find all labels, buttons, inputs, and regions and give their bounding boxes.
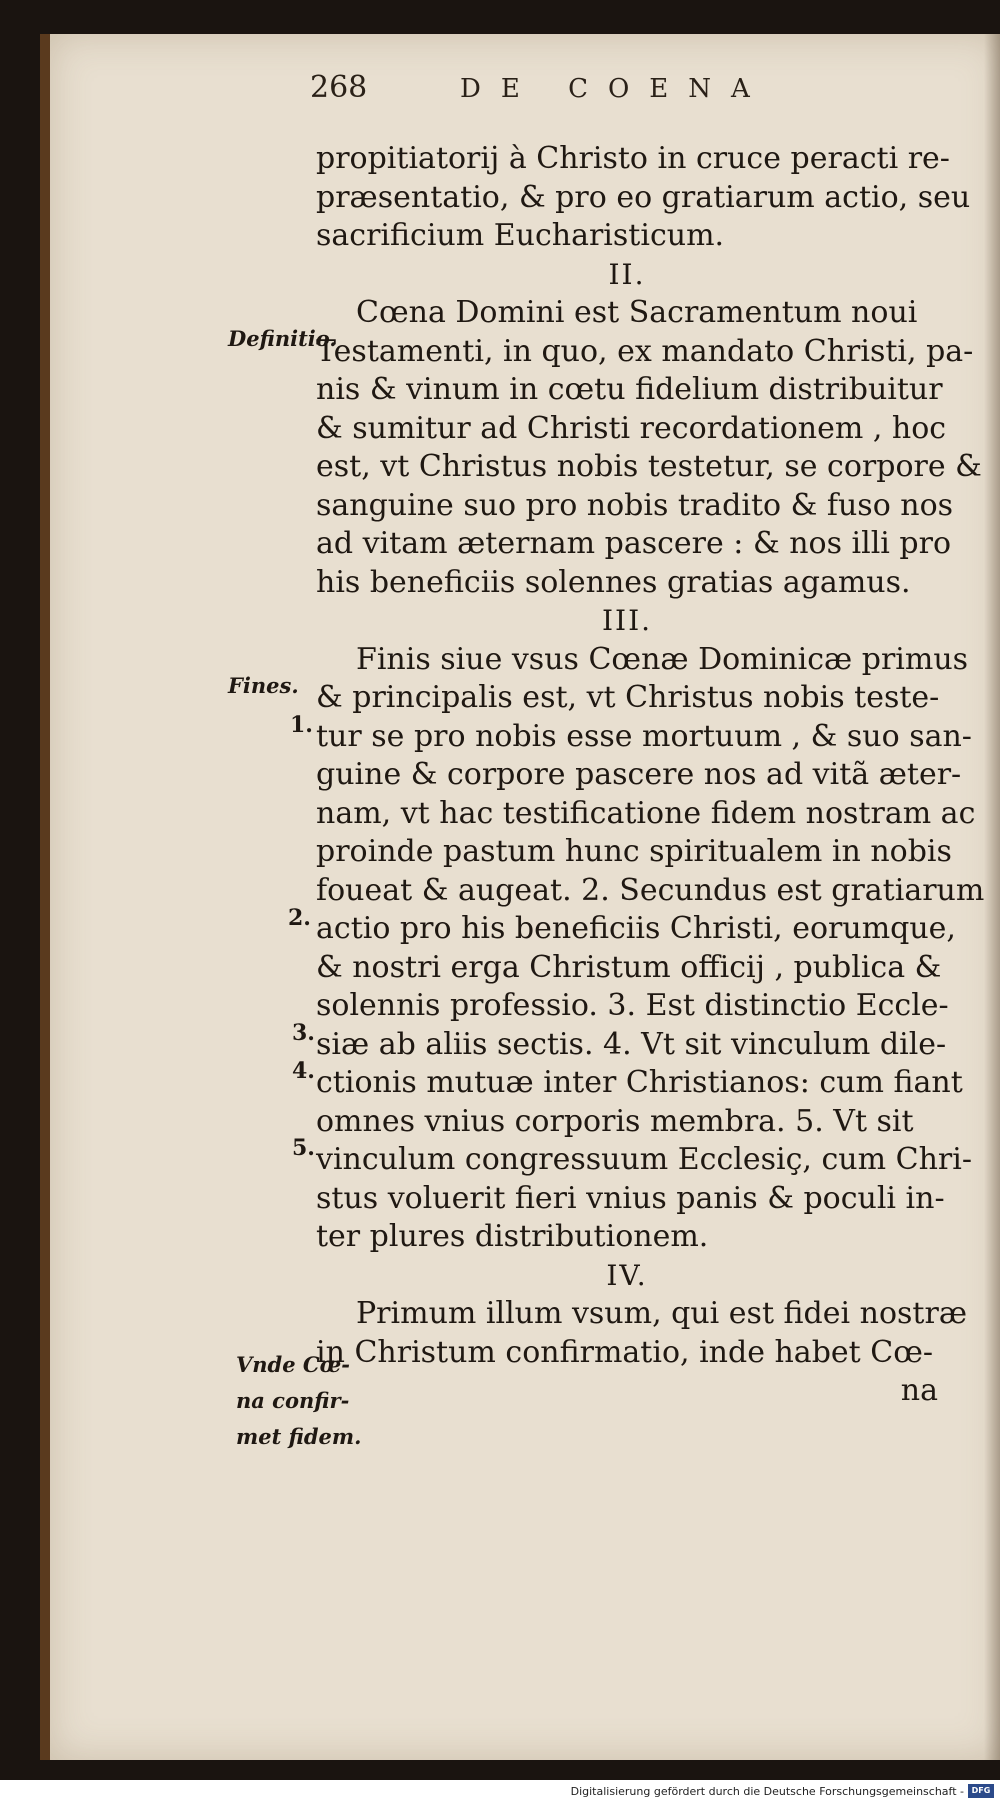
margin-number: 4. [292, 1058, 315, 1084]
margin-note-fines: Fines. [228, 673, 299, 698]
page-edge-shadow [984, 34, 1000, 1760]
page-number: 268 [310, 70, 368, 105]
margin-note-vnde: met fidem. [236, 1424, 362, 1449]
text-line: propitiatorij à Christo in cruce peracti re- [316, 141, 950, 176]
text-line: Testamenti, in quo, ex mandato Christi, pa- [316, 333, 974, 369]
text-line: vinculum congressuum Ecclesiç, cum Chri- [316, 1142, 972, 1177]
catchword: na [900, 1373, 938, 1408]
text-line: solennis professio. 3. Est distinctio Eccle- [316, 988, 949, 1023]
section-number: II. [608, 257, 646, 291]
running-head: DE COENA [460, 74, 770, 104]
text-line: ctionis mutuæ inter Christianos: cum fiant [316, 1065, 963, 1100]
section-number: IV. [606, 1258, 648, 1292]
text-line: ter plures distributionem. [316, 1219, 709, 1254]
footer-bar [0, 1780, 1000, 1803]
margin-number: 5. [292, 1135, 315, 1161]
text-line: nam, vt hac testificatione fidem nostram ac [316, 795, 976, 831]
text-line: stus voluerit fieri vnius panis & poculi in- [316, 1180, 945, 1216]
section-number: III. [601, 604, 653, 637]
text-line: proinde pastum hunc spiritualem in nobis [316, 834, 952, 869]
text-line: tur se pro nobis esse mortuum , & suo san- [316, 718, 972, 754]
text-line: Finis siue vsus Cœnæ Dominicæ primus [356, 641, 969, 677]
margin-note-vnde: na confir- [236, 1388, 350, 1413]
margin-note-vnde: Vnde Cœ- [236, 1352, 350, 1377]
text-line: & principalis est, vt Christus nobis teste- [316, 680, 940, 715]
text-line: ad vitam æternam pascere : & nos illi pro [316, 526, 952, 561]
text-line: his beneficiis solennes gratias agamus. [316, 564, 911, 600]
text-line: in Christum confirmatio, inde habet Cœ- [316, 1334, 933, 1370]
text-line: est, vt Christus nobis testetur, se corpore & [316, 449, 982, 484]
text-line: foueat & augeat. 2. Secundus est gratiarum [316, 872, 985, 908]
text-line: sanguine suo pro nobis tradito & fuso nos [316, 487, 954, 523]
text-line: Primum illum vsum, qui est fidei nostræ [356, 1296, 968, 1331]
dfg-logo: DFG [968, 1784, 994, 1798]
text-line: præsentatio, & pro eo gratiarum actio, seu [316, 179, 971, 215]
text-line: omnes vnius corporis membra. 5. Vt sit [316, 1103, 914, 1139]
page-header [310, 70, 950, 120]
margin-note-definitio: Definitio. [228, 326, 337, 351]
text-line: sacrificium Eucharisticum. [316, 218, 725, 253]
text-line: & nostri erga Christum officij , publica & [316, 949, 942, 985]
text-line: & sumitur ad Christi recordationem , hoc [316, 410, 947, 446]
footer-credit: Digitalisierung gefördert durch die Deutsche Forschungsgemeinschaft - [570, 1785, 964, 1798]
text-line: siæ ab aliis sectis. 4. Vt sit vinculum dile- [316, 1026, 947, 1062]
text-line: nis & vinum in cœtu fidelium distribuitur [316, 372, 943, 407]
margin-number: 1. [290, 712, 313, 738]
text-line: Cœna Domini est Sacramentum noui [356, 295, 918, 330]
text-line: guine & corpore pascere nos ad vitã æter- [316, 757, 962, 792]
text-line: actio pro his beneficiis Christi, eorumque, [316, 911, 956, 946]
margin-number: 2. [288, 905, 311, 931]
body-text [316, 140, 985, 1411]
margin-number: 3. [292, 1020, 315, 1046]
